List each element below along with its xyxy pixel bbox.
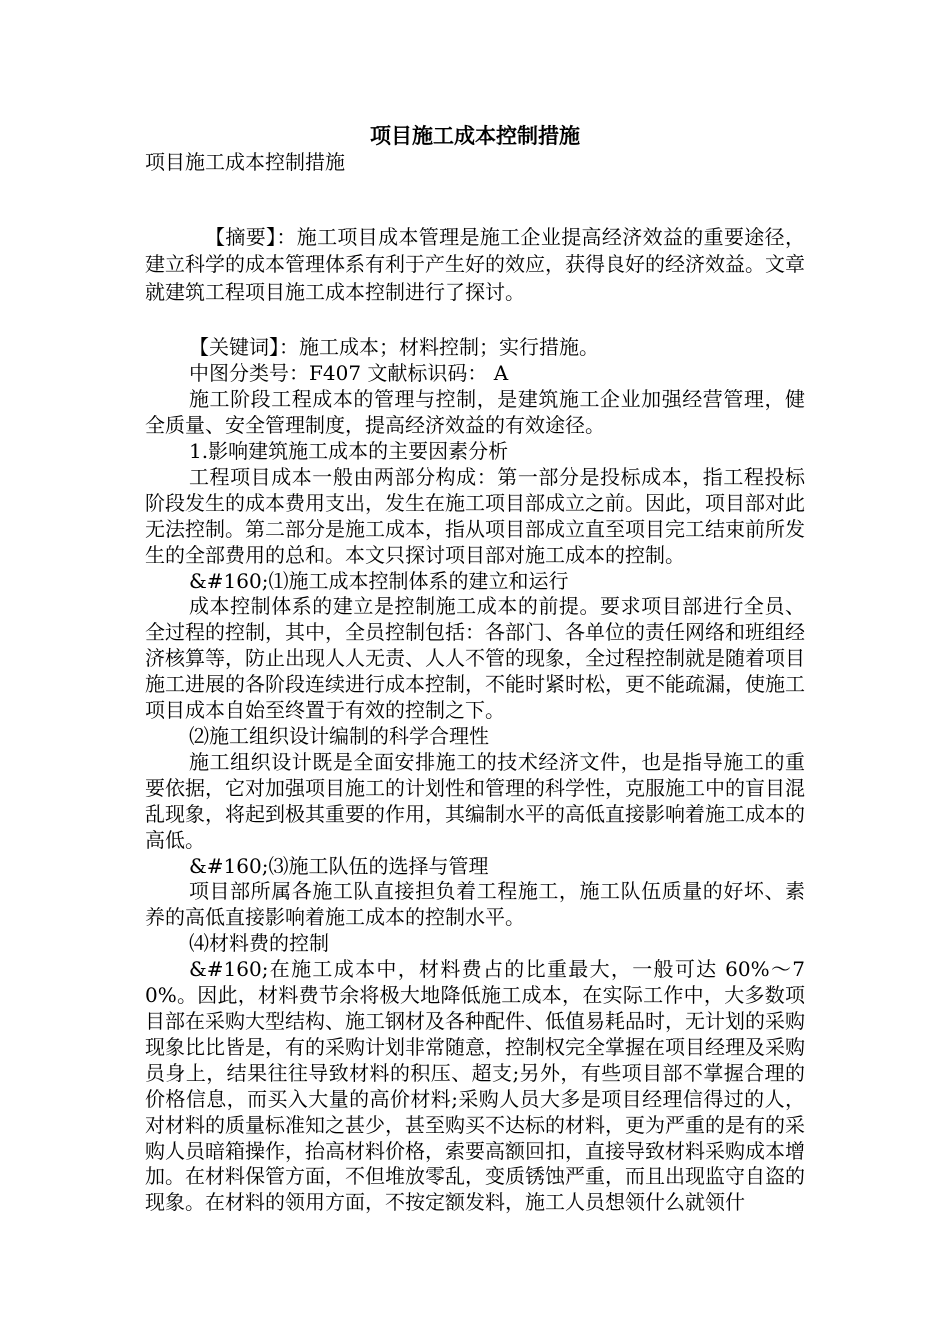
body-paragraph: 施工组织设计既是全面安排施工的技术经济文件，也是指导施工的重要依据，它对加强项目施工的计划性和管理的科学性，克服施工中的盲目混乱现象，将起到极其重要的作用，其编制水平的高低直接影响着施工成本的高低。 bbox=[145, 749, 805, 852]
document-body bbox=[145, 150, 805, 1216]
body-paragraph: 工程项目成本一般由两部分构成：第一部分是投标成本，指工程投标阶段发生的成本费用支出，发生在施工项目部成立之前。因此，项目部对此无法控制。第二部分是施工成本，指从项目部成立直至项目完工结束前所发生的全部费用的总和。本文只探讨项目部对施工成本的控制。 bbox=[145, 464, 805, 567]
document-title: 项目施工成本控制措施 bbox=[370, 124, 580, 148]
classification-line: 中图分类号：F407 文献标识码： A bbox=[189, 361, 509, 386]
document-subtitle: 项目施工成本控制措施 bbox=[145, 150, 345, 174]
body-paragraph: &#160;在施工成本中，材料费占的比重最大，一般可达 60%～70%。因此，材料费节余将极大地降低施工成本，在实际工作中，大多数项目部在采购大型结构、施工钢材及各种配件、低值易耗品时，无计划的采购现象比比皆是，有的采购计划非常随意，控制权完全掌握在项目经理及采购员身上，结果往往导致材料的积压、超支;另外，有些项目部不掌握合理的价格信息，而买入大量的高价材料;采购人员大多是项目经理信得过的人，对材料的质量标准知之甚少，甚至购买不达标的材料，更为严重的是有的采购人员暗箱操作，抬高材料价格，索要高额回扣，直接导致材料采购成本增加。在材料保管方面，不但堆放零乱，变质锈蚀严重，而且出现监守自盗的现象。在材料的领用方面，不按定额发料，施工人员想领什么就领什 bbox=[145, 957, 805, 1215]
subsection-heading: ⑵施工组织设计编制的科学合理性 bbox=[189, 724, 489, 748]
subsection-heading: ⑷材料费的控制 bbox=[189, 931, 329, 956]
body-paragraph: 施工阶段工程成本的管理与控制，是建筑施工企业加强经营管理，健全质量、安全管理制度，提高经济效益的有效途径。 bbox=[145, 387, 805, 438]
subsection-heading: &#160;⑴施工成本控制体系的建立和运行 bbox=[189, 568, 569, 593]
abstract-paragraph: 【摘要】：施工项目成本管理是施工企业提高经济效益的重要途径，建立科学的成本管理体系有利于产生好的效应，获得良好的经济效益。文章就建筑工程项目施工成本控制进行了探讨。 bbox=[145, 224, 805, 304]
body-paragraph: 项目部所属各施工队直接担负着工程施工，施工队伍质量的好坏、素养的高低直接影响着施工成本的控制水平。 bbox=[145, 879, 805, 930]
keywords-line: 【关键词】：施工成本；材料控制；实行措施。 bbox=[189, 335, 599, 360]
subsection-heading: &#160;⑶施工队伍的选择与管理 bbox=[189, 853, 489, 878]
body-paragraph: 成本控制体系的建立是控制施工成本的前提。要求项目部进行全员、全过程的控制，其中，全员控制包括：各部门、各单位的责任网络和班组经济核算等，防止出现人人无责、人人不管的现象，全过程控制就是随着项目施工进展的各阶段连续进行成本控制，不能时紧时松，更不能疏漏，使施工项目成本自始至终置于有效的控制之下。 bbox=[145, 594, 805, 723]
section-heading: 1.影响建筑施工成本的主要因素分析 bbox=[189, 439, 509, 464]
